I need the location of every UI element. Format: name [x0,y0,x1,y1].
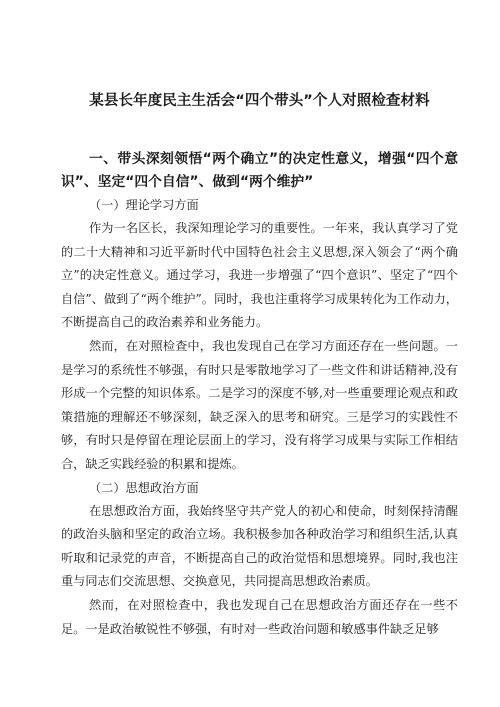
paragraph: 作为一名区长，我深知理论学习的重要性。一年来，我认真学习了党的二十大精神和习近平新时代中国特色社会主义思想,深入领会了“两个确立”的决定性意义。通过学习，我进一步增强了“四个意识”、坚定了“四个自信”、做到了“两个维护”。同时，我也注重将学习成果转化为工作动力，不断提高自己的政治素养和业务能力。 [61,221,458,330]
section-heading-1: 一、带头深刻领悟“两个确立”的决定性意义，增强“四个意识”、坚定“四个自信”、做到“两个维护” [61,151,458,190]
sub-heading-ideology-politics: （二）思想政治方面 [89,480,199,495]
paragraph: 在思想政治方面，我始终坚守共产党人的初心和使命，时刻保持清醒的政治头脑和坚定的政治立场。我积极参加各种政治学习和组织生活,认真听取和记录党的声音，不断提高自己的政治觉悟和思想境界。同时,我也注重与同志们交流思想、交换意见，共同提高思想政治素质。 [61,503,458,589]
paragraph: 然而，在对照检查中，我也发现自己在思想政治方面还存在一些不足。一是政治敏锐性不够强，有时对一些政治问题和敏感事件缺乏足够 [61,597,458,636]
paragraph: 然而，在对照检查中，我也发现自己在学习方面还存在一些问题。一是学习的系统性不够强，有时只是零散地学习了一些文件和讲话精神,没有形成一个完整的知识体系。二是学习的深度不够,对一些重要理论观点和政策措施的理解还不够深刻，缺乏深入的思考和研究。三是学习的实践性不够，有时只是停留在理论层面上的学习，没有将学习成果与实际工作相结合，缺乏实践经验的积累和提炼。 [61,338,458,471]
sub-heading-theory-study: （一）理论学习方面 [89,198,199,212]
document-title: 某县长年度民主生活会“四个带头”个人对照检查材料 [89,93,430,109]
